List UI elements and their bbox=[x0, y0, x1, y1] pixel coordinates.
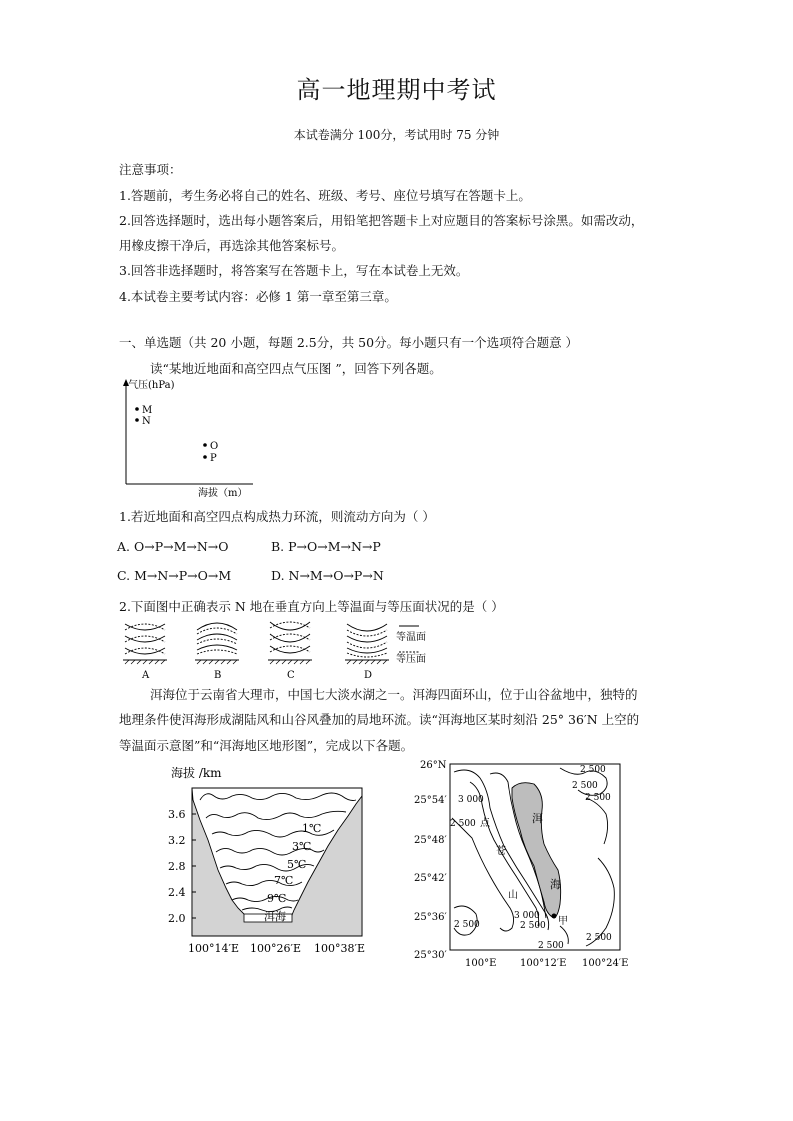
lat-label: 25°54′ bbox=[414, 795, 447, 806]
lat-label: 25°48′ bbox=[414, 835, 447, 846]
question-1-stem: 1.若近地面和高空四点构成热力环流，则流动方向为（ ） bbox=[119, 509, 435, 524]
page-title: 高一地理期中考试 bbox=[296, 76, 497, 104]
isotherm-chart bbox=[162, 760, 388, 960]
contour-label: 2 500 bbox=[520, 921, 546, 931]
lake-label: 洱海 bbox=[264, 910, 286, 923]
diagram-label-b: B bbox=[214, 670, 222, 681]
lake-char: 洱 bbox=[532, 812, 543, 825]
notes-heading: 注意事项： bbox=[119, 162, 182, 177]
y-tick: 2.4 bbox=[168, 886, 186, 899]
passage-line: 等温面示意图”和“洱海地区地形图”，完成以下各题。 bbox=[119, 738, 414, 753]
note-item: 3.回答非选择题时，将答案写在答题卡上，写在本试卷上无效。 bbox=[119, 263, 469, 278]
pressure-chart bbox=[118, 376, 258, 500]
point-o-label: O bbox=[210, 441, 219, 452]
point-n-dot bbox=[135, 418, 139, 422]
q1-option-d: D. N→M→O→P→N bbox=[271, 568, 384, 583]
lon-label: 100°12′E bbox=[520, 958, 567, 969]
question-2-stem: 2.下面图中正确表示 N 地在垂直方向上等温面与等压面状况的是（ ） bbox=[119, 599, 504, 614]
diagram-label-c: C bbox=[287, 670, 295, 681]
q1-option-b: B. P→O→M→N→P bbox=[271, 539, 381, 554]
temp-label-3: 3℃ bbox=[292, 840, 312, 853]
isotherm-isobar-diagrams bbox=[115, 614, 435, 682]
lon-label: 100°E bbox=[465, 958, 497, 969]
point-p-label: P bbox=[210, 453, 217, 464]
lat-label: 26°N bbox=[420, 760, 447, 771]
legend-isobar-label: 等压面 bbox=[396, 654, 426, 665]
contour-label: 2 500 bbox=[572, 781, 598, 791]
contour-label: 2 500 bbox=[454, 920, 480, 930]
lat-label: 25°36′ bbox=[414, 912, 447, 923]
temp-label-5: 5℃ bbox=[287, 858, 307, 871]
x-axis-label: 海拔（m） bbox=[198, 488, 248, 499]
isotherm-ylabel: 海拔 /km bbox=[171, 766, 222, 780]
x-tick: 100°14′E bbox=[188, 942, 240, 955]
diagram-c bbox=[268, 622, 312, 664]
mountain-char: 山 bbox=[508, 890, 518, 901]
y-tick: 3.6 bbox=[168, 808, 186, 821]
section-intro: 读“某地近地面和高空四点气压图 ”，回答下列各题。 bbox=[150, 361, 442, 376]
legend-isotherm-label: 等温面 bbox=[396, 632, 426, 643]
q1-option-c: C. M→N→P→O→M bbox=[117, 568, 232, 583]
diagram-label-a: A bbox=[142, 670, 150, 681]
contour-label: 2 500 bbox=[585, 793, 611, 803]
contour-label: 2 500 bbox=[538, 941, 564, 951]
temp-label-9: 9℃ bbox=[267, 892, 287, 905]
contour-label: 2 500 bbox=[580, 765, 606, 775]
contour-label: 2 500 bbox=[586, 933, 612, 943]
section-heading: 一、单选题（共 20 小题，每题 2.5分，共 50分。每小题只有一个选项符合题意 ） bbox=[119, 335, 579, 350]
point-p-dot bbox=[203, 455, 207, 459]
note-item: 4.本试卷主要考试内容：必修 1 第一章至第三章。 bbox=[119, 289, 397, 304]
x-tick: 100°38′E bbox=[314, 942, 366, 955]
contour-label: 3 000 bbox=[514, 911, 540, 921]
lat-label: 25°30′ bbox=[414, 950, 447, 961]
temp-label-7: 7℃ bbox=[274, 874, 294, 887]
contour-label: 2 500 bbox=[450, 819, 476, 829]
temp-label-1: 1℃ bbox=[302, 822, 322, 835]
diagram-label-d: D bbox=[364, 670, 373, 681]
mountain-char: 点 bbox=[480, 818, 490, 829]
contour-label: 3 000 bbox=[458, 795, 484, 805]
point-m-label: M bbox=[142, 405, 153, 416]
note-item: 2.回答选择题时，选出每小题答案后，用铅笔把答题卡上对应题目的答案标号涂黑。如需改动， bbox=[119, 213, 644, 228]
point-o-dot bbox=[203, 443, 207, 447]
y-tick: 2.0 bbox=[168, 912, 186, 925]
y-axis-label: 气压(hPa) bbox=[128, 380, 175, 391]
point-m-dot bbox=[135, 407, 139, 411]
lake-char: 海 bbox=[550, 878, 561, 891]
note-item: 用橡皮擦干净后，再选涂其他答案标号。 bbox=[119, 238, 345, 253]
passage-line: 洱海位于云南省大理市，中国七大淡水湖之一。洱海四面环山，位于山谷盆地中，独特的 bbox=[150, 687, 638, 702]
mountain-char: 苍 bbox=[496, 846, 506, 857]
topographic-map bbox=[410, 758, 635, 970]
y-tick: 3.2 bbox=[168, 834, 186, 847]
note-item: 1.答题前，考生务必将自己的姓名、班级、考号、座位号填写在答题卡上。 bbox=[119, 188, 531, 203]
diagram-a bbox=[123, 624, 167, 664]
diagram-b bbox=[195, 623, 239, 664]
y-tick: 2.8 bbox=[168, 860, 186, 873]
point-jia-label: 甲 bbox=[558, 916, 568, 927]
passage-line: 地理条件使洱海形成湖陆风和山谷风叠加的局地环流。读“洱海地区某时刻沿 25° 36′N 上空的 bbox=[119, 712, 640, 727]
lat-label: 25°42′ bbox=[414, 873, 447, 884]
point-n-label: N bbox=[142, 416, 151, 427]
exam-subtitle: 本试卷满分 100分，考试用时 75 分钟 bbox=[293, 128, 500, 142]
point-jia-dot bbox=[552, 914, 557, 919]
lon-label: 100°24′E bbox=[582, 958, 629, 969]
x-tick: 100°26′E bbox=[250, 942, 302, 955]
diagram-d bbox=[345, 624, 389, 664]
q1-option-a: A. O→P→M→N→O bbox=[117, 539, 229, 554]
